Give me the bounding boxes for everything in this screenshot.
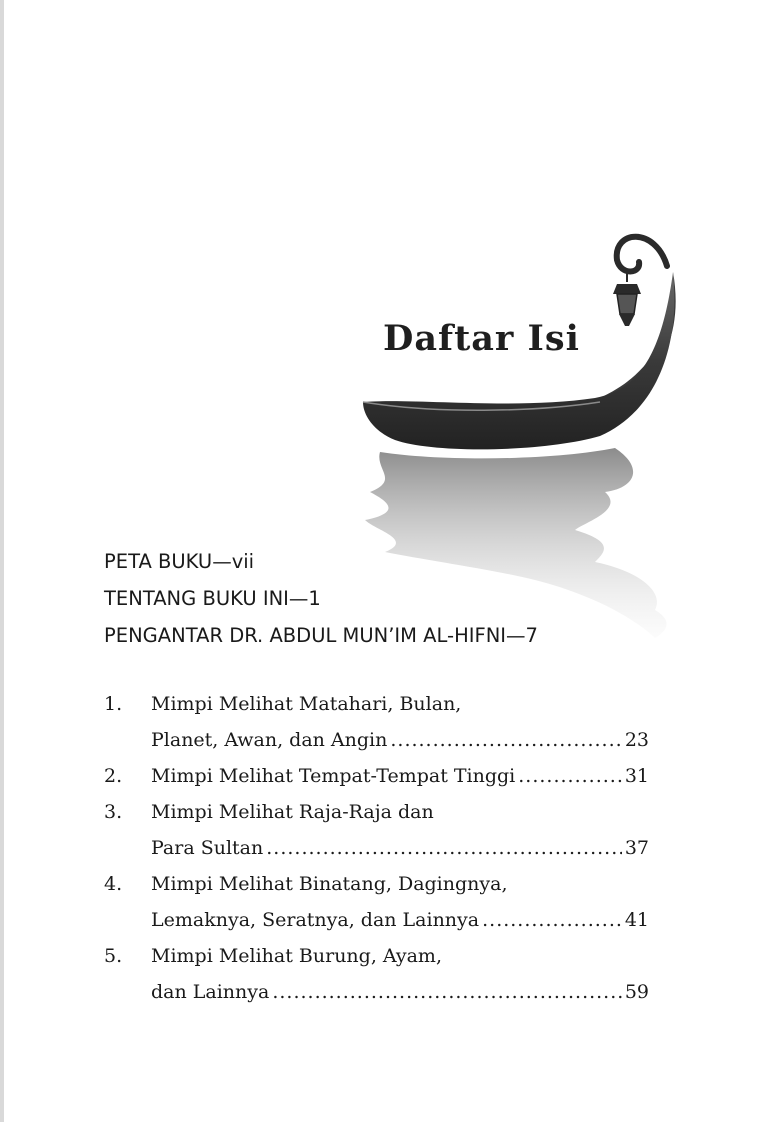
dot-leader xyxy=(272,974,621,1010)
toc-entry-line xyxy=(104,974,649,1010)
page-title: Daftar Isi xyxy=(383,318,580,359)
toc-page-number: 31 xyxy=(624,765,649,787)
toc-entry-line xyxy=(104,902,649,938)
toc-title: Mimpi Melihat Binatang, Dagingnya, xyxy=(151,873,508,895)
toc-number: 3. xyxy=(104,801,123,823)
toc-page-number: 23 xyxy=(624,729,649,751)
page-edge xyxy=(0,0,4,1122)
toc-entry-line xyxy=(104,794,649,830)
toc-title: Para Sultan xyxy=(151,837,264,859)
front-matter-item: PETA BUKU—vii xyxy=(104,550,255,573)
toc-number: 4. xyxy=(104,873,123,895)
table-of-contents xyxy=(104,686,649,1010)
toc-entry-line xyxy=(104,830,649,866)
front-matter-item: PENGANTAR DR. ABDUL MUN’IM AL-HIFNI—7 xyxy=(104,624,538,647)
toc-title: Mimpi Melihat Tempat-Tempat Tinggi xyxy=(151,765,516,787)
toc-entry-line xyxy=(104,686,649,722)
toc-title: Mimpi Melihat Raja-Raja dan xyxy=(151,801,434,823)
dot-leader xyxy=(266,830,622,866)
dot-leader xyxy=(482,902,622,938)
toc-entry-line xyxy=(104,866,649,902)
toc-title: Mimpi Melihat Matahari, Bulan, xyxy=(151,693,462,715)
toc-title: dan Lainnya xyxy=(151,981,270,1003)
front-matter-list xyxy=(104,543,538,654)
toc-number: 1. xyxy=(104,693,123,715)
toc-title: Mimpi Melihat Burung, Ayam, xyxy=(151,945,442,967)
toc-entry-line xyxy=(104,722,649,758)
toc-page-number: 41 xyxy=(624,909,649,931)
toc-page-number: 59 xyxy=(624,981,649,1003)
dot-leader xyxy=(518,758,622,794)
toc-number: 5. xyxy=(104,945,123,967)
dot-leader xyxy=(390,722,621,758)
toc-title: Planet, Awan, dan Angin xyxy=(151,729,388,751)
toc-entry-line xyxy=(104,938,649,974)
toc-page-number: 37 xyxy=(624,837,649,859)
toc-title: Lemaknya, Seratnya, dan Lainnya xyxy=(151,909,480,931)
front-matter-item: TENTANG BUKU INI—1 xyxy=(104,587,321,610)
toc-entry-line xyxy=(104,758,649,794)
toc-number: 2. xyxy=(104,765,123,787)
